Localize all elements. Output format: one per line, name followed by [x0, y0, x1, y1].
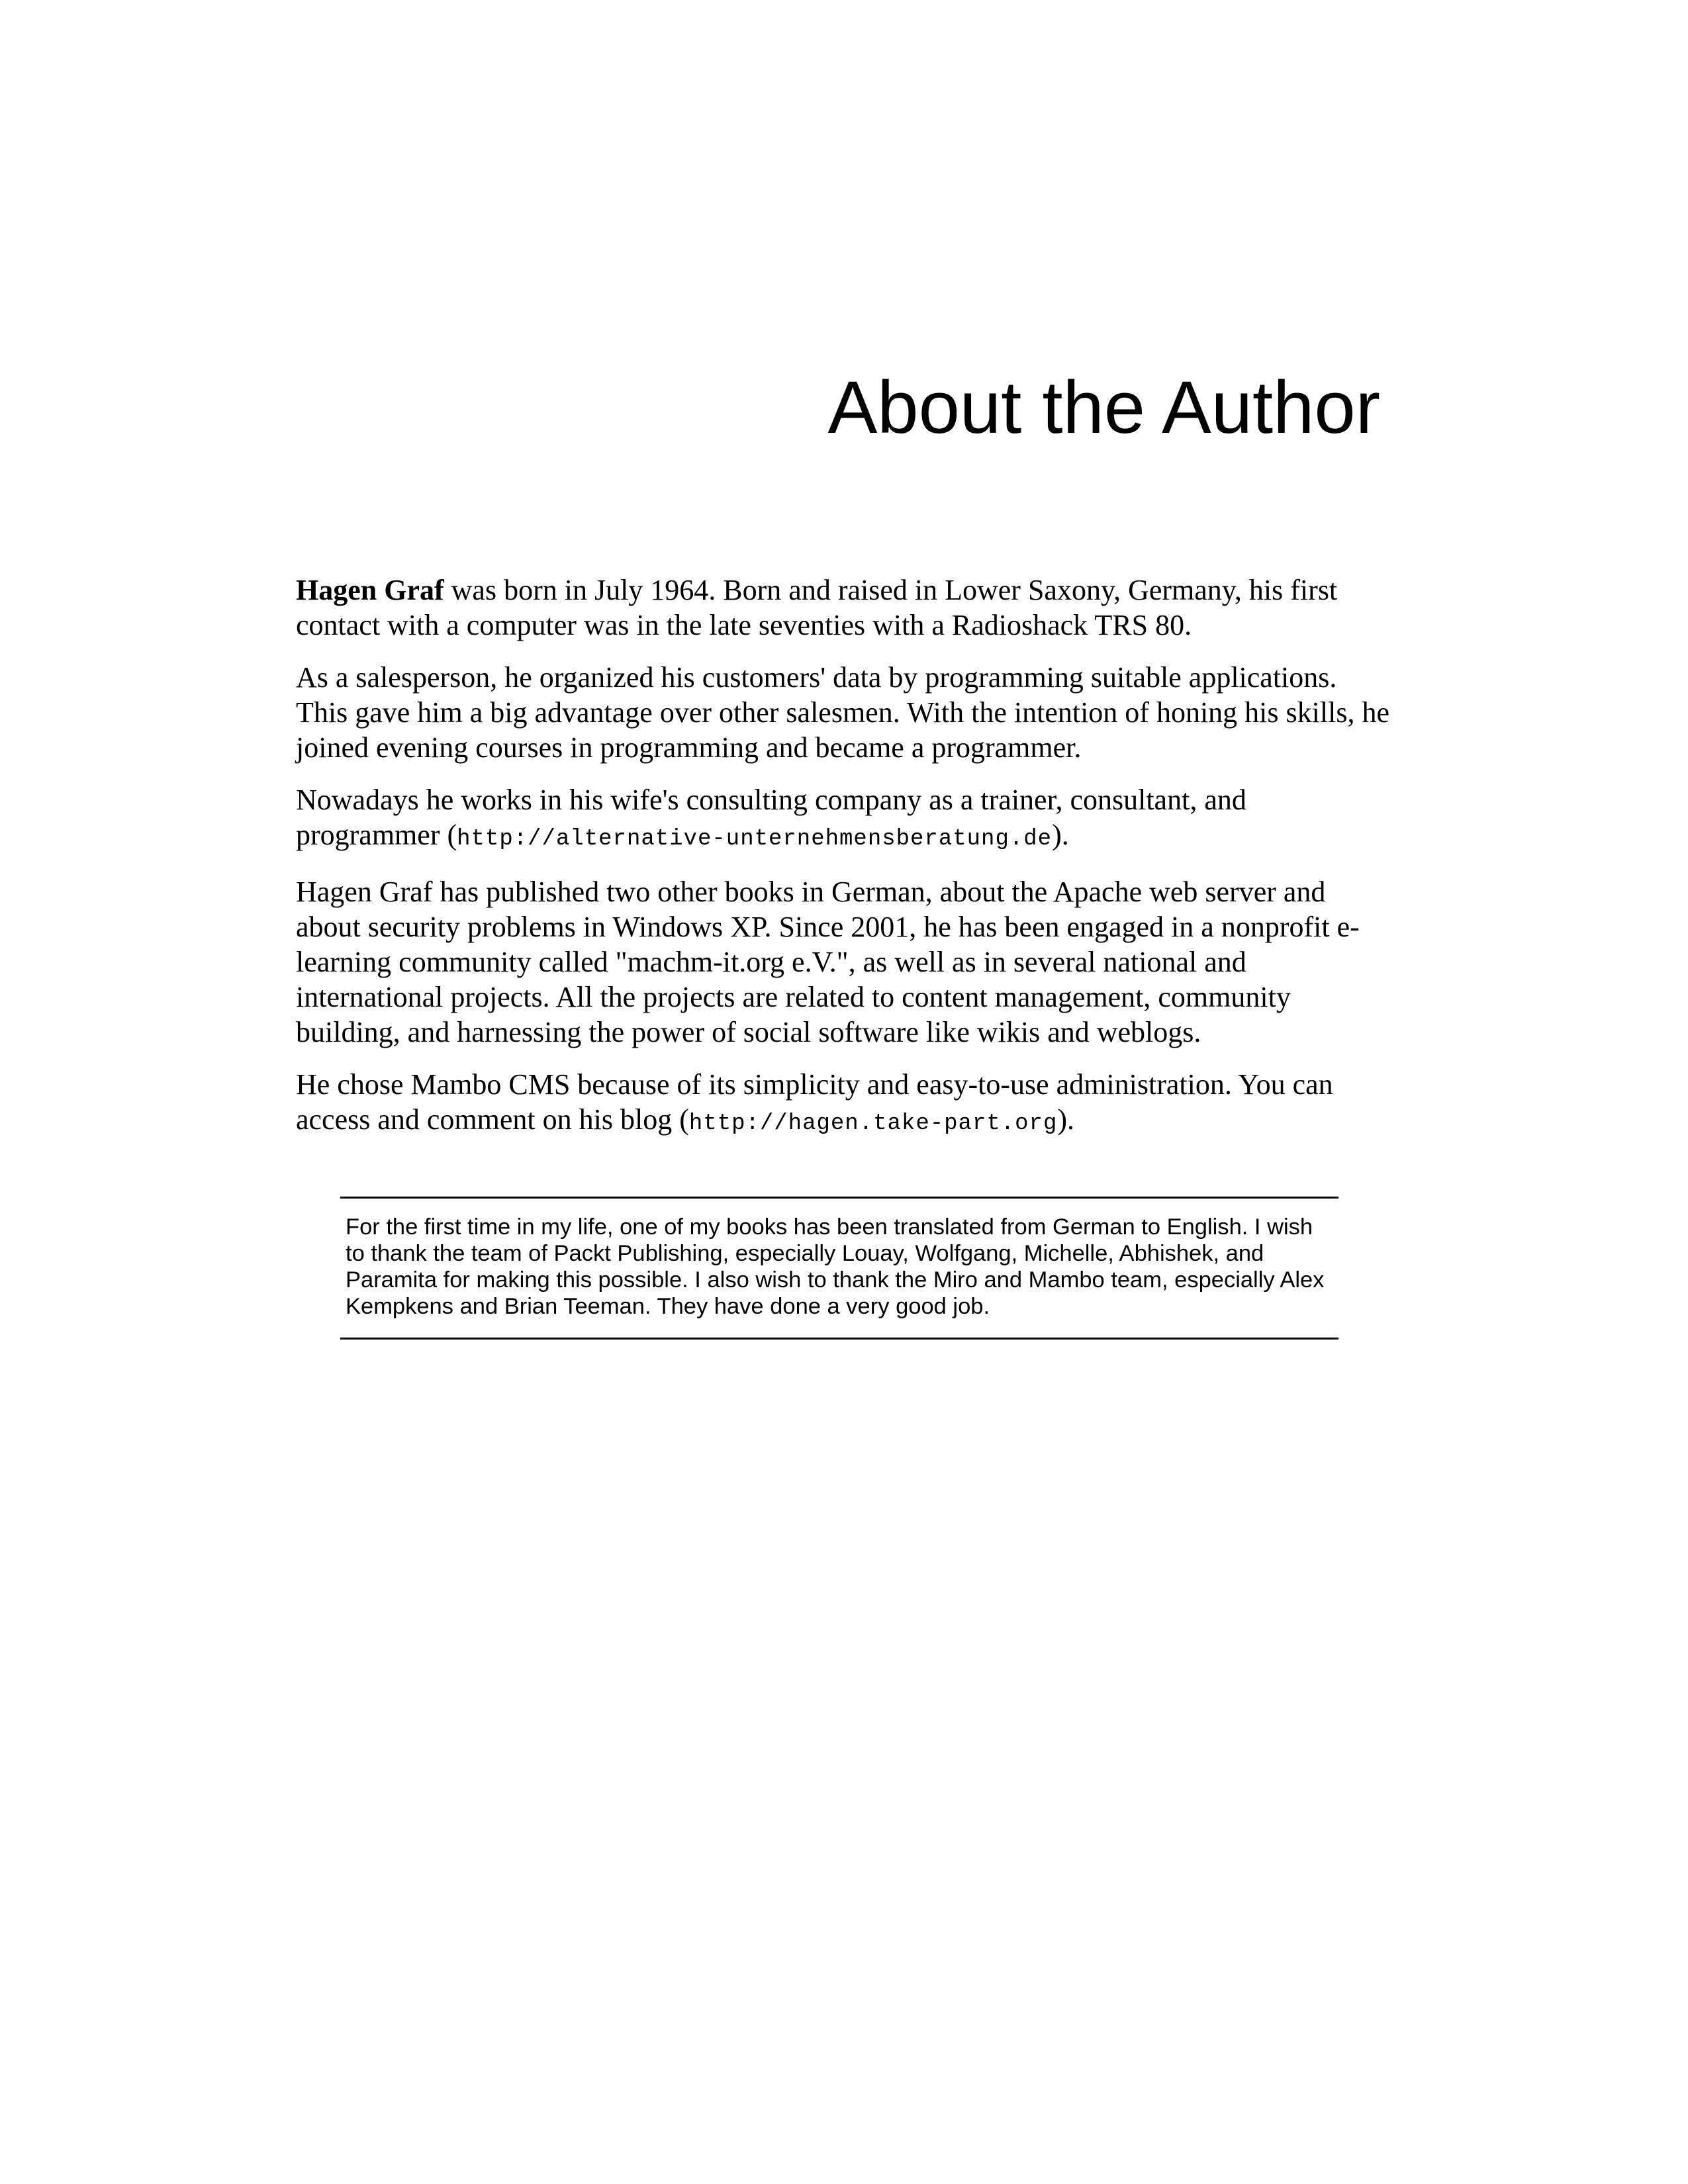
bio-paragraph-work-end: ).	[1052, 819, 1069, 851]
company-url: http://alternative-unternehmensberatung.de	[457, 827, 1053, 852]
bio-paragraph-mambo-text: He chose Mambo CMS because of its simplicity and easy-to-use administration. You can access and comment on his blog (	[296, 1068, 1333, 1136]
bio-paragraph-birth-text: was born in July 1964. Born and raised in Lower Saxony, Germany, his first contact with a computer was in the late seventies with a Radioshack TRS 80.	[296, 574, 1338, 641]
bio-paragraph-books: Hagen Graf has published two other books in German, about the Apache web server and about security problems in Windows XP. Since 2001, he has been engaged in a nonprofit e-learning community called "machm-it.org e.V.", as well as in several national and international projects. All the projects are related to content management, community building, and harnessing the power of social software like wikis and weblogs.	[296, 876, 1360, 1048]
blog-url: http://hagen.take-part.org	[688, 1111, 1058, 1136]
bio-paragraph-work	[296, 782, 1395, 857]
author-name: Hagen Graf	[296, 574, 444, 606]
acknowledgement-text: For the first time in my life, one of my books has been translated from German to English. I wish to thank the team of Packt Publishing, especially Louay, Wolfgang, Michelle, Abhishek, and Paramita for making this possible. I also wish to thank the Miro and Mambo team, especially Alex Kempkens and Brian Teeman. They have done a very good job.	[346, 1214, 1325, 1319]
bio-paragraph-sales: As a salesperson, he organized his customers' data by programming suitable applications. This gave him a big advantage over other salesmen. With the intention of honing his skills, he joined evening courses in programming and became a programmer.	[296, 661, 1389, 764]
bio-paragraph-birth	[296, 572, 1395, 643]
bio-paragraph-mambo-end: ).	[1057, 1103, 1075, 1136]
page-title: About the Author	[827, 366, 1380, 449]
bio-paragraph-mambo	[296, 1067, 1395, 1142]
acknowledgement-note	[340, 1197, 1338, 1340]
bio-paragraph-work-text: Nowadays he works in his wife's consulting company as a trainer, consultant, and programmer (	[296, 784, 1246, 851]
author-bio	[296, 572, 1395, 1159]
